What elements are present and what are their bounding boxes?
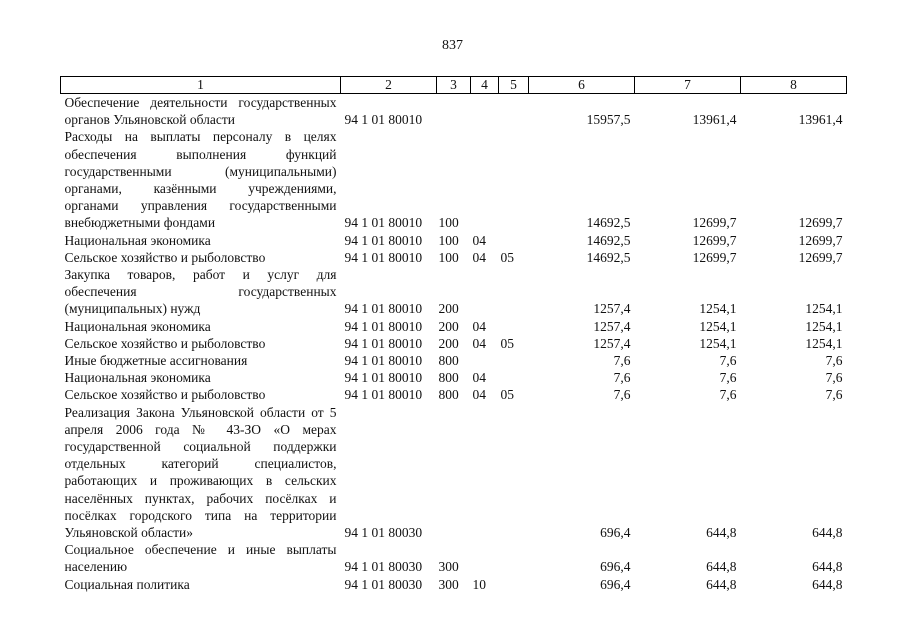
row-value-col6: 14692,5 [586,232,631,248]
table-row [61,232,847,249]
row-value-col8: 13961,4 [798,112,843,128]
row-name: Реализация Закона Ульяновской области от 5 апреля 2006 года № 43-ЗО «О мерах государственной социальной поддержки отдельных категорий специалистов, работающих и проживающих в сельских населённых пунктах, рабочих посёлках и посёлках городского типа на территории Ульяновской области» [64,404,337,541]
row-value-col6: 1257,4 [593,318,631,334]
row-value-col8: 1254,1 [805,301,843,317]
column-header: 2 [341,77,437,94]
row-section: 04 [472,232,486,248]
row-subsection [499,232,529,249]
table-row [61,266,847,318]
table-row [61,318,847,335]
table-row [61,576,847,593]
row-name: Социальная политика [64,576,190,592]
row-name: Сельское хозяйство и рыболовство [64,335,266,351]
row-value-col7: 12699,7 [692,232,737,248]
budget-table [60,76,847,593]
row-name: Национальная экономика [64,370,211,386]
row-value-col8: 12699,7 [798,249,843,265]
column-header: 4 [471,77,499,94]
row-target-code: 94 1 01 80030 [344,525,423,541]
column-header: 3 [437,77,471,94]
table-row [61,94,847,129]
row-value-col6: 696,4 [600,525,631,541]
row-target-code: 94 1 01 80010 [344,370,423,386]
row-value-col7: 13961,4 [692,112,737,128]
table-row [61,541,847,575]
row-subsection [499,576,529,593]
row-expense-type: 800 [438,387,459,403]
row-value-col7: 644,8 [706,525,737,541]
row-value-col8: 7,6 [825,370,843,386]
row-section: 04 [472,318,486,334]
row-value-col7: 1254,1 [699,301,737,317]
row-value-col8: 644,8 [812,576,843,592]
row-value-col6: 14692,5 [586,215,631,231]
row-subsection: 05 [500,249,514,265]
row-value-col8: 644,8 [812,525,843,541]
row-target-code: 94 1 01 80010 [344,353,423,369]
row-expense-type [437,404,471,542]
row-target-code: 94 1 01 80030 [344,576,423,592]
row-section: 04 [472,387,486,403]
table-row [61,352,847,369]
row-value-col7: 12699,7 [692,215,737,231]
row-target-code: 94 1 01 80010 [344,232,423,248]
row-section: 04 [472,249,486,265]
row-value-col7: 1254,1 [699,318,737,334]
row-subsection [499,318,529,335]
row-subsection [499,94,529,129]
row-name: Иные бюджетные ассигнования [64,353,248,369]
row-value-col6: 7,6 [613,387,631,403]
row-value-col6: 696,4 [600,559,631,575]
row-section: 04 [472,335,486,351]
row-value-col8: 1254,1 [805,318,843,334]
row-expense-type: 800 [438,370,459,386]
row-target-code: 94 1 01 80010 [344,301,423,317]
column-header: 1 [61,77,341,94]
row-value-col6: 1257,4 [593,301,631,317]
row-expense-type: 200 [438,318,459,334]
row-name: Обеспечение деятельности государственных органов Ульяновской области [64,95,337,128]
row-value-col7: 7,6 [719,370,737,386]
table-row [61,335,847,352]
row-section [471,94,499,129]
row-value-col8: 7,6 [825,387,843,403]
header-row [61,77,847,94]
row-value-col6: 14692,5 [586,249,631,265]
column-header: 7 [635,77,741,94]
row-subsection: 05 [500,335,514,351]
row-value-col7: 1254,1 [699,335,737,351]
row-value-col6: 1257,4 [593,335,631,351]
row-value-col6: 7,6 [613,370,631,386]
row-value-col7: 12699,7 [692,249,737,265]
table-row [61,386,847,403]
row-value-col7: 644,8 [706,559,737,575]
row-name: Закупка товаров, работ и услуг для обеспечения государственных (муниципальных) нужд [64,267,337,317]
row-expense-type: 100 [438,249,459,265]
row-expense-type: 100 [438,215,459,231]
row-value-col6: 15957,5 [586,112,631,128]
row-name: Расходы на выплаты персоналу в целях обеспечения выполнения функций государственными (муниципальными) органами, казёнными учреждениями, органами управления государственными внебюджетными фондами [64,129,337,231]
column-header: 6 [529,77,635,94]
table-row [61,249,847,266]
row-name: Сельское хозяйство и рыболовство [64,387,266,403]
row-expense-type: 300 [438,559,459,575]
row-value-col8: 644,8 [812,559,843,575]
row-value-col7: 644,8 [706,576,737,592]
row-target-code: 94 1 01 80010 [344,215,423,231]
row-section [471,266,499,318]
row-expense-type: 300 [438,576,459,592]
row-target-code: 94 1 01 80010 [344,335,423,351]
row-name: Сельское хозяйство и рыболовство [64,249,266,265]
row-subsection [499,266,529,318]
row-expense-type: 100 [438,232,459,248]
table-row [61,369,847,386]
row-target-code: 94 1 01 80010 [344,249,423,265]
page-number: 837 [442,38,463,53]
row-expense-type: 800 [438,353,459,369]
column-header: 8 [741,77,847,94]
row-subsection [499,128,529,231]
row-value-col6: 696,4 [600,576,631,592]
row-section [471,541,499,575]
row-target-code: 94 1 01 80010 [344,387,423,403]
row-subsection [499,352,529,369]
row-target-code: 94 1 01 80030 [344,559,423,575]
row-expense-type: 200 [438,301,459,317]
row-section: 10 [472,576,486,592]
column-header: 5 [499,77,529,94]
row-subsection: 05 [500,387,514,403]
row-value-col8: 12699,7 [798,232,843,248]
row-value-col8: 7,6 [825,353,843,369]
row-target-code: 94 1 01 80010 [344,112,423,128]
row-subsection [499,369,529,386]
row-section [471,128,499,231]
row-section [471,404,499,542]
row-name: Национальная экономика [64,318,211,334]
row-expense-type: 200 [438,335,459,351]
row-name: Национальная экономика [64,232,211,248]
row-value-col8: 12699,7 [798,215,843,231]
row-target-code: 94 1 01 80010 [344,318,423,334]
table-row [61,404,847,542]
row-subsection [499,404,529,542]
row-value-col6: 7,6 [613,353,631,369]
row-value-col8: 1254,1 [805,335,843,351]
row-section [471,352,499,369]
row-value-col7: 7,6 [719,353,737,369]
row-expense-type [437,94,471,129]
row-section: 04 [472,370,486,386]
row-value-col7: 7,6 [719,387,737,403]
table-row [61,128,847,231]
row-subsection [499,541,529,575]
row-name: Социальное обеспечение и иные выплаты населению [64,542,337,575]
